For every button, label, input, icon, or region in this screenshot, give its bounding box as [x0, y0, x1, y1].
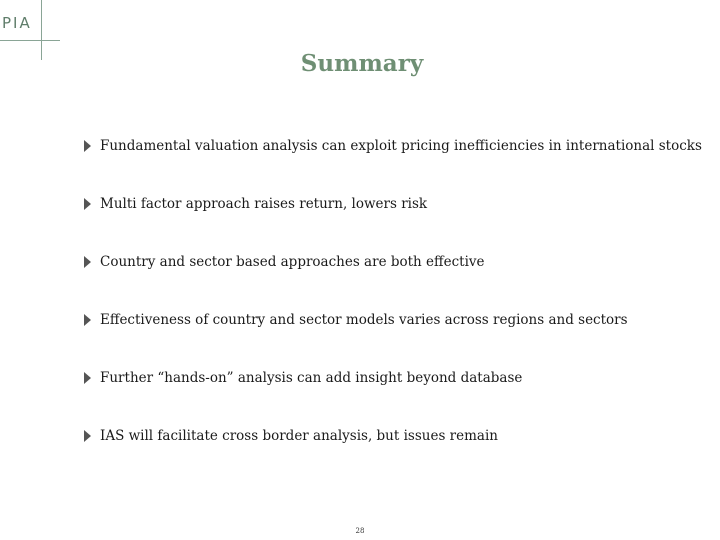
page-number: 28 [355, 527, 365, 535]
triangle-bullet-icon [84, 314, 91, 326]
triangle-bullet-icon [84, 430, 91, 442]
bullet-text: Further “hands-on” analysis can add insight beyond database [100, 370, 523, 386]
bullet-item [84, 426, 702, 446]
slide-title: Summary [300, 50, 424, 77]
bullet-text: Fundamental valuation analysis can exploit pricing inefficiencies in international stocks [100, 138, 702, 154]
triangle-bullet-icon [84, 372, 91, 384]
logo-text: PIA [2, 14, 32, 32]
bullet-text: Multi factor approach raises return, lowers risk [100, 196, 428, 212]
bullet-item [84, 136, 702, 156]
bullet-list [84, 136, 702, 484]
bullet-item [84, 310, 702, 330]
triangle-bullet-icon [84, 198, 91, 210]
bullet-item [84, 194, 702, 214]
bullet-text: IAS will facilitate cross border analysis, but issues remain [100, 428, 498, 444]
bullet-text: Effectiveness of country and sector models varies across regions and sectors [100, 312, 628, 328]
triangle-bullet-icon [84, 256, 91, 268]
bullet-item [84, 368, 702, 388]
bullet-item [84, 252, 702, 272]
triangle-bullet-icon [84, 140, 91, 152]
bullet-text: Country and sector based approaches are both effective [100, 254, 485, 270]
logo-horizontal-line [0, 40, 60, 41]
